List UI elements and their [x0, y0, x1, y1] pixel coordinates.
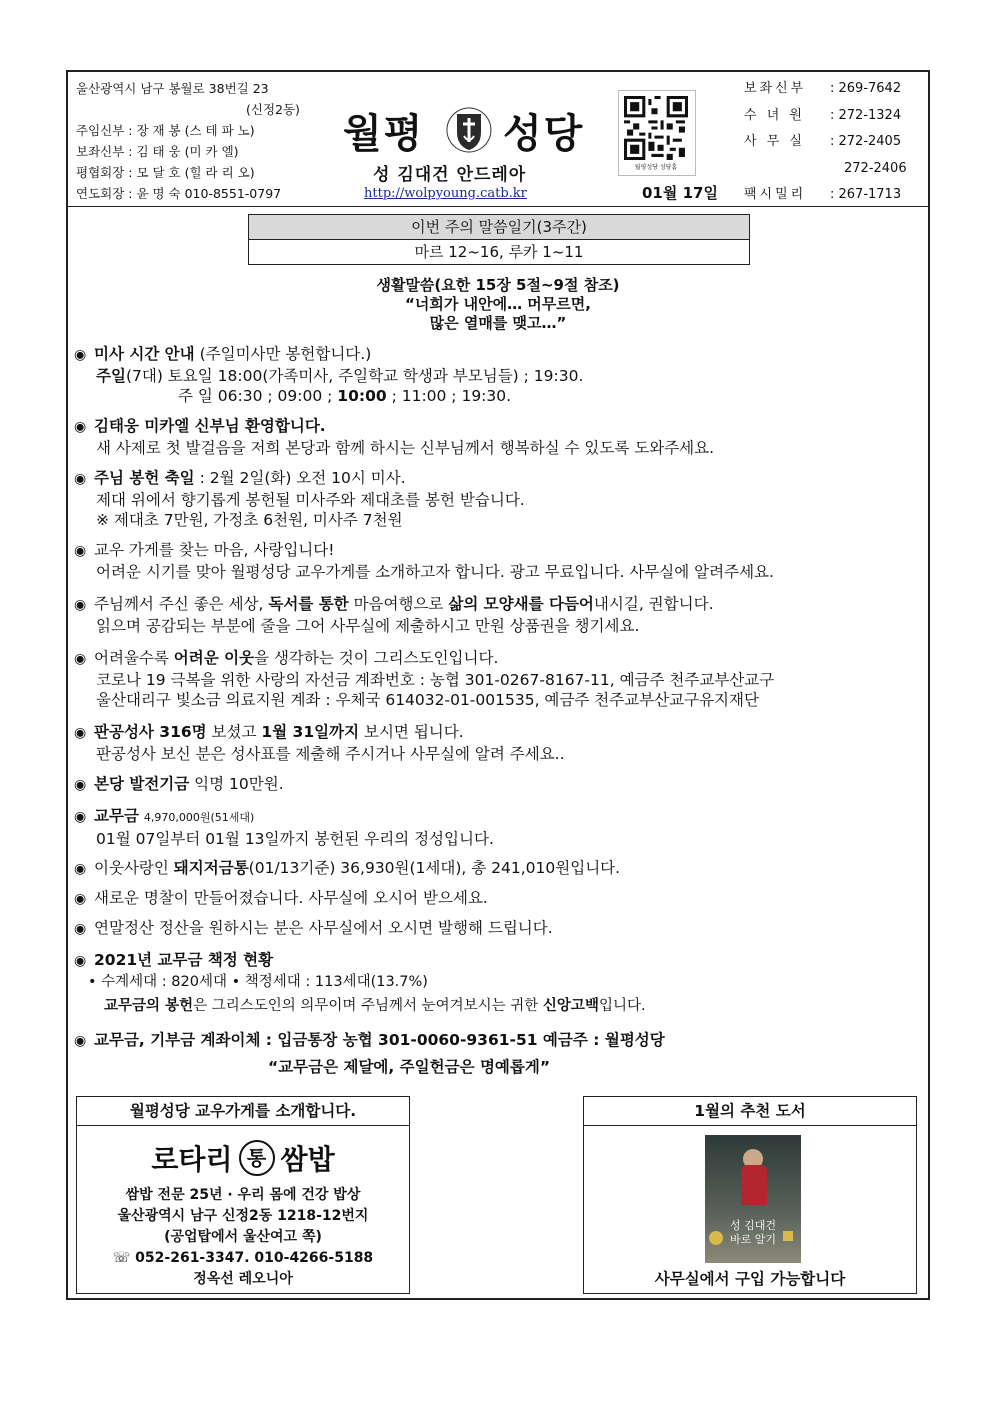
announcement-text: 01월 07일부터 01월 13일까지 봉헌된 우리의 정성입니다.	[96, 829, 494, 848]
announcement-highlight: 1월 31일까지	[261, 723, 360, 741]
contact-label: 팩시밀리	[744, 187, 807, 202]
dues-amount: 4,970,000원(51세대)	[143, 811, 255, 824]
bullet-icon: ◉	[74, 891, 87, 907]
announcement-text: 이웃사랑인	[94, 859, 174, 877]
bulletin-page	[66, 70, 930, 1300]
contact-row	[744, 182, 907, 209]
announcement-presentation	[74, 468, 525, 531]
announcement-shops	[74, 540, 774, 582]
book-cover-title	[705, 1219, 801, 1247]
announcement-text: 보시면 됩니다.	[359, 723, 464, 741]
red-stole-icon	[741, 1165, 767, 1205]
bullet-icon: ◉	[74, 953, 87, 969]
website-link[interactable]: http://wolpyoung.catb.kr	[364, 186, 527, 201]
weekly-reading-table	[248, 214, 750, 265]
mass-highlight-time: 10:00	[337, 387, 387, 405]
header-info	[76, 78, 300, 204]
bulletin-header	[68, 72, 928, 207]
announcement-text: 보셨고	[206, 723, 262, 741]
contact-label: 보좌신부	[744, 81, 807, 96]
contact-row	[744, 103, 907, 130]
bullet-icon: ◉	[74, 347, 87, 363]
announcement-highlight: 독서를 통한	[268, 595, 349, 613]
mass-saturday-times: (7대) 토요일 18:00(가족미사, 주일학교 학생과 부모님들) ; 19:30.	[125, 366, 584, 385]
announcement-tax	[74, 918, 553, 940]
announcement-dues	[74, 806, 494, 849]
address-line: 울산광역시 남구 봉월로 38번길 23	[76, 81, 269, 96]
donation-account: 코로나 19 극복을 위한 사랑의 자선금 계좌번호 : 농협 301-0267-8167-11, 예금주 천주교부산교구	[96, 670, 775, 689]
bullet-icon: ◉	[74, 543, 87, 559]
announcement-text: 어려운 시기를 맞아 월평성당 교우가게를 소개하고자 합니다. 광고 무료입니다. 사무실에 알려주세요.	[96, 562, 774, 581]
announcement-note: (주일미사만 봉헌합니다.)	[199, 345, 372, 363]
announcement-text: 내시길, 권합니다.	[593, 595, 714, 613]
announcement-text: 입니다.	[598, 998, 646, 1014]
contact-value: : 272-2405	[830, 134, 902, 149]
weekly-reading-passages: 마르 12~16, 루카 1~11	[414, 243, 584, 261]
announcement-dues-status	[74, 950, 646, 1017]
announcement-text: ※ 제대초 7만원, 가정초 6천원, 미사주 7천원	[96, 511, 403, 529]
bullet-icon: ◉	[74, 419, 87, 435]
bullet-icon: ◉	[74, 861, 87, 877]
contact-row	[744, 76, 907, 103]
mass-sunday-label: 주일	[96, 366, 126, 385]
announcement-text: 마음여행으로	[348, 595, 449, 613]
bullet-icon: ◉	[74, 597, 87, 613]
weekly-reading-title: 이번 주의 말씀일기(3주간)	[249, 215, 749, 240]
mass-sunday-times: 주 일 06:30 ; 09:00 ;	[178, 387, 338, 405]
announcement-highlight: 교무금의 봉헌	[104, 998, 194, 1014]
announcement-title: 2021년 교무금 책정 현황	[94, 951, 274, 969]
book-caption: 사무실에서 구입 가능합니다	[654, 1270, 846, 1288]
book-box	[583, 1096, 917, 1294]
bullet-icon: ◉	[74, 921, 87, 937]
parish-logo	[343, 100, 603, 160]
announcement-neighbor	[74, 648, 774, 711]
daily-word	[68, 276, 928, 333]
announcement-mass	[74, 344, 583, 407]
announcement-highlight: 어려운 이웃	[173, 649, 255, 667]
shop-name-circle: 통	[239, 1140, 275, 1176]
announcement-text: 주님께서 주신 좋은 세상,	[94, 595, 269, 613]
dues-status-figures: • 수계세대 : 820세대 • 책정세대 : 113세대(13.7%)	[88, 973, 428, 990]
announcement-text: 새 사제로 첫 발걸음을 저희 본당과 함께 하시는 신부님께서 행복하실 수 있도록 도와주세요.	[96, 438, 715, 457]
staff-pastor: 주임신부 : 장 재 봉 (스 테 파 노)	[76, 123, 255, 138]
shop-name-part: 로타리	[151, 1143, 233, 1176]
bullet-icon: ◉	[74, 651, 87, 667]
book-box-title: 1월의 추천 도서	[584, 1097, 916, 1126]
address-line-2: (신정2동)	[246, 102, 300, 117]
announcement-cards	[74, 888, 488, 910]
shop-detail-line: 울산광역시 남구 신정2동 1218-12번지	[117, 1208, 369, 1224]
contact-value: : 272-1324	[830, 107, 902, 123]
shop-name	[77, 1138, 409, 1179]
shop-owner: 정옥선 레오니아	[193, 1271, 293, 1287]
announcement-piggy	[74, 858, 620, 880]
dues-motto: “교무금은 제달에, 주일헌금은 명예롭게”	[268, 1057, 551, 1076]
shop-detail-line: (공업탑에서 울산여고 쪽)	[164, 1229, 322, 1245]
announcement-reading	[74, 594, 714, 636]
book-cover-title-line: 성 김대건	[729, 1219, 776, 1232]
qr-code-icon[interactable]	[624, 96, 688, 160]
shop-phone: ☏ 052-261-3347. 010-4266-5188	[112, 1250, 374, 1266]
bullet-icon: ◉	[74, 809, 87, 825]
announcement-text: 제대 위에서 향기롭게 봉헌될 미사주와 제대초를 봉헌 받습니다.	[96, 490, 525, 509]
announcement-confession	[74, 722, 565, 764]
announcement-fund	[74, 774, 284, 796]
contact-label	[744, 156, 828, 183]
announcement-text: 연말정산 정산을 원하시는 분은 사무실에서 오시면 발행해 드립니다.	[94, 919, 553, 937]
announcement-title: 미사 시간 안내	[94, 345, 195, 363]
qr-caption: 월평성당 성당홈	[634, 164, 678, 171]
announcement-text: : 2월 2일(화) 오전 10시 미사.	[194, 469, 406, 487]
announcement-highlight: 돼지저금통	[173, 859, 249, 877]
announcement-title: 본당 발전기금	[94, 775, 190, 793]
announcement-text: 어려울수록	[94, 649, 174, 667]
announcement-title: 교우 가게를 찾는 마음, 사랑입니다!	[94, 541, 335, 559]
shop-detail-line: 쌈밥 전문 25년 · 우리 몸에 건강 밥상	[125, 1187, 361, 1203]
staff-prayer: 연도회장 : 윤 명 숙 010-8551-0797	[76, 186, 282, 201]
contact-value: : 267-1713	[830, 187, 902, 202]
announcement-text: 을 생각하는 것이 그리스도인입니다.	[254, 649, 499, 667]
parish-name-right: 성당	[503, 111, 585, 157]
announcement-highlight: 신앙고백	[542, 998, 599, 1014]
contact-row	[744, 156, 907, 183]
announcement-text: 새로운 명찰이 만들어졌습니다. 사무실에 오시어 받으세요.	[94, 889, 488, 907]
shop-details	[77, 1185, 409, 1290]
mass-sunday-times-rest: ; 11:00 ; 19:30.	[386, 387, 512, 405]
bullet-icon: ◉	[74, 777, 87, 793]
bullet-icon: ◉	[74, 1033, 87, 1049]
church-emblem-icon	[439, 102, 499, 156]
contact-row	[744, 129, 907, 156]
contact-label: 수 녀 원	[744, 107, 805, 123]
staff-assistant: 보좌신부 : 김 태 웅 (미 카 엘)	[76, 144, 239, 159]
daily-word-title: 생활말씀(요한 15장 5절~9절 참조)	[376, 276, 620, 294]
announcement-text: 익명 10만원.	[189, 775, 284, 793]
announcement-title: 교무금	[94, 807, 139, 825]
announcement-highlight: 삶의 모양새를 다듬어	[448, 595, 594, 613]
donation-account: 울산대리구 빛소금 의료지원 계좌 : 우체국 614032-01-001535, 예금주 천주교부산교구유지재단	[96, 691, 759, 709]
bullet-icon: ◉	[74, 725, 87, 741]
bullet-icon: ◉	[74, 471, 87, 487]
announcement-title: 김태웅 미카엘 신부님 환영합니다.	[94, 417, 326, 435]
parish-name-left: 월평	[343, 111, 425, 157]
staff-council: 평협회장 : 모 달 호 (힐 라 리 오)	[76, 165, 255, 180]
announcement-text: 판공성사 보신 분은 성사표를 제출해 주시거나 사무실에 알려 주세요..	[96, 744, 565, 763]
account-info: 교무금, 기부금 계좌이체 : 입금통장 농협 301-0060-9361-51 예금주 : 월평성당	[94, 1031, 665, 1049]
contact-value: 272-2406	[844, 160, 907, 176]
shop-name-part: 쌈밥	[280, 1143, 335, 1176]
patron-saint: 성 김대건 안드레아	[373, 165, 527, 185]
contact-list	[744, 76, 907, 209]
announcement-welcome	[74, 416, 714, 458]
announcement-highlight: 판공성사 316명	[94, 723, 207, 741]
book-cover-image	[705, 1135, 801, 1263]
daily-word-line: 많은 열매를 맺고…”	[429, 314, 567, 332]
announcement-text: 은 그리스도인의 의무이며 주님께서 눈여겨보시는 귀한	[193, 998, 543, 1014]
daily-word-line: “너희가 내안에… 머무르면,	[405, 295, 591, 313]
contact-label: 사 무 실	[744, 134, 805, 149]
contact-value: : 269-7642	[830, 81, 902, 96]
bulletin-date: 01월 17일	[642, 184, 718, 202]
announcement-text: (01/13기준) 36,930원(1세대), 총 241,010원입니다.	[248, 859, 621, 877]
announcement-account	[74, 1030, 665, 1077]
shop-box	[76, 1096, 410, 1294]
shop-box-title: 월평성당 교우가게를 소개합니다.	[77, 1097, 409, 1126]
announcement-text: 읽으며 공감되는 부분에 줄을 그어 사무실에 제출하시고 만원 상품권을 챙기세요.	[96, 616, 640, 635]
announcement-title: 주님 봉헌 축일	[94, 469, 195, 487]
book-cover-title-line: 바로 알기	[729, 1233, 776, 1246]
